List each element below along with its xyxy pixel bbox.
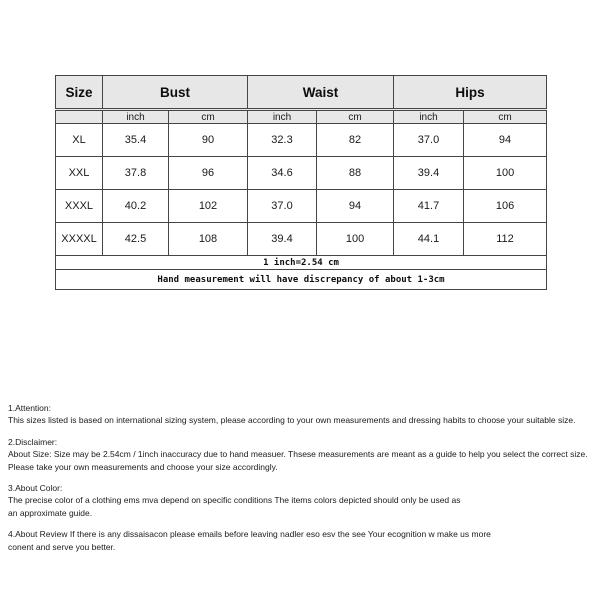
cell-waist-inch: 39.4	[248, 223, 317, 256]
cell-waist-cm: 100	[317, 223, 394, 256]
table-row-xxxl	[56, 190, 547, 223]
cell-size: XXL	[56, 157, 103, 190]
cell-size: XL	[56, 124, 103, 157]
unit-header-waist-inch: inch	[248, 110, 317, 124]
table-row-xxl	[56, 157, 547, 190]
cell-hips-inch: 37.0	[394, 124, 464, 157]
unit-header-row	[56, 110, 547, 124]
footnote-row-inch-conversion	[56, 256, 547, 270]
cell-hips-cm: 112	[464, 223, 547, 256]
col-header-bust: Bust	[103, 76, 248, 110]
cell-hips-cm: 100	[464, 157, 547, 190]
cell-size: XXXL	[56, 190, 103, 223]
cell-waist-inch: 34.6	[248, 157, 317, 190]
note-about-review	[8, 528, 598, 553]
notes-section	[8, 402, 598, 562]
note-about-color	[8, 482, 598, 519]
footnote-inch-conversion: 1 inch=2.54 cm	[56, 256, 547, 270]
cell-bust-cm: 90	[169, 124, 248, 157]
cell-bust-inch: 35.4	[103, 124, 169, 157]
cell-waist-inch: 32.3	[248, 124, 317, 157]
note-about-color-text-1: The precise color of a clothing ems mva depend on specific conditions The items colors depicted should only be used as	[8, 495, 461, 506]
unit-header-empty	[56, 110, 103, 124]
note-about-review-text-1: 4.About Review If there is any dissaisacon please emails before leaving nadler eso esv the see Your ecognition w make us more	[8, 529, 491, 540]
note-attention	[8, 402, 598, 427]
table-header-row	[56, 76, 547, 110]
cell-hips-cm: 106	[464, 190, 547, 223]
unit-header-bust-inch: inch	[103, 110, 169, 124]
cell-hips-inch: 39.4	[394, 157, 464, 190]
col-header-size: Size	[56, 76, 103, 110]
note-about-color-text-2: an approximate guide.	[8, 507, 93, 518]
cell-waist-cm: 94	[317, 190, 394, 223]
unit-header-waist-cm: cm	[317, 110, 394, 124]
cell-waist-inch: 37.0	[248, 190, 317, 223]
cell-hips-inch: 44.1	[394, 223, 464, 256]
footnote-row-hand-measurement	[56, 270, 547, 290]
table-row-xxxxl	[56, 223, 547, 256]
cell-bust-cm: 108	[169, 223, 248, 256]
cell-size: XXXXL	[56, 223, 103, 256]
cell-bust-cm: 96	[169, 157, 248, 190]
col-header-hips: Hips	[394, 76, 547, 110]
cell-waist-cm: 88	[317, 157, 394, 190]
cell-bust-inch: 42.5	[103, 223, 169, 256]
note-about-review-text-2: conent and serve you better.	[8, 541, 116, 552]
note-attention-title: 1.Attention:	[8, 403, 52, 413]
table-row-xl	[56, 124, 547, 157]
col-header-waist: Waist	[248, 76, 394, 110]
cell-waist-cm: 82	[317, 124, 394, 157]
note-attention-text: This sizes listed is based on international sizing system, please according to your own measurements and dressing habits to choose your suitable size.	[8, 415, 576, 426]
cell-bust-inch: 40.2	[103, 190, 169, 223]
note-disclaimer-text-2: Please take your own measurements and choose your size accordingly.	[8, 461, 278, 472]
note-about-color-title: 3.About Color:	[8, 483, 63, 494]
cell-bust-inch: 37.8	[103, 157, 169, 190]
cell-hips-inch: 41.7	[394, 190, 464, 223]
unit-header-hips-inch: inch	[394, 110, 464, 124]
note-disclaimer	[8, 436, 598, 473]
note-disclaimer-text-1: About Size: Size may be 2.54cm / 1inch inaccuracy due to hand measuer. Thsese measurements are meant as a guide to help you select the correct size.	[8, 449, 588, 460]
unit-header-bust-cm: cm	[169, 110, 248, 124]
footnote-hand-measurement: Hand measurement will have discrepancy of about 1-3cm	[56, 270, 547, 290]
cell-hips-cm: 94	[464, 124, 547, 157]
note-disclaimer-title: 2.Disclaimer:	[8, 436, 58, 447]
cell-bust-cm: 102	[169, 190, 248, 223]
unit-header-hips-cm: cm	[464, 110, 547, 124]
size-chart-table	[55, 75, 547, 290]
